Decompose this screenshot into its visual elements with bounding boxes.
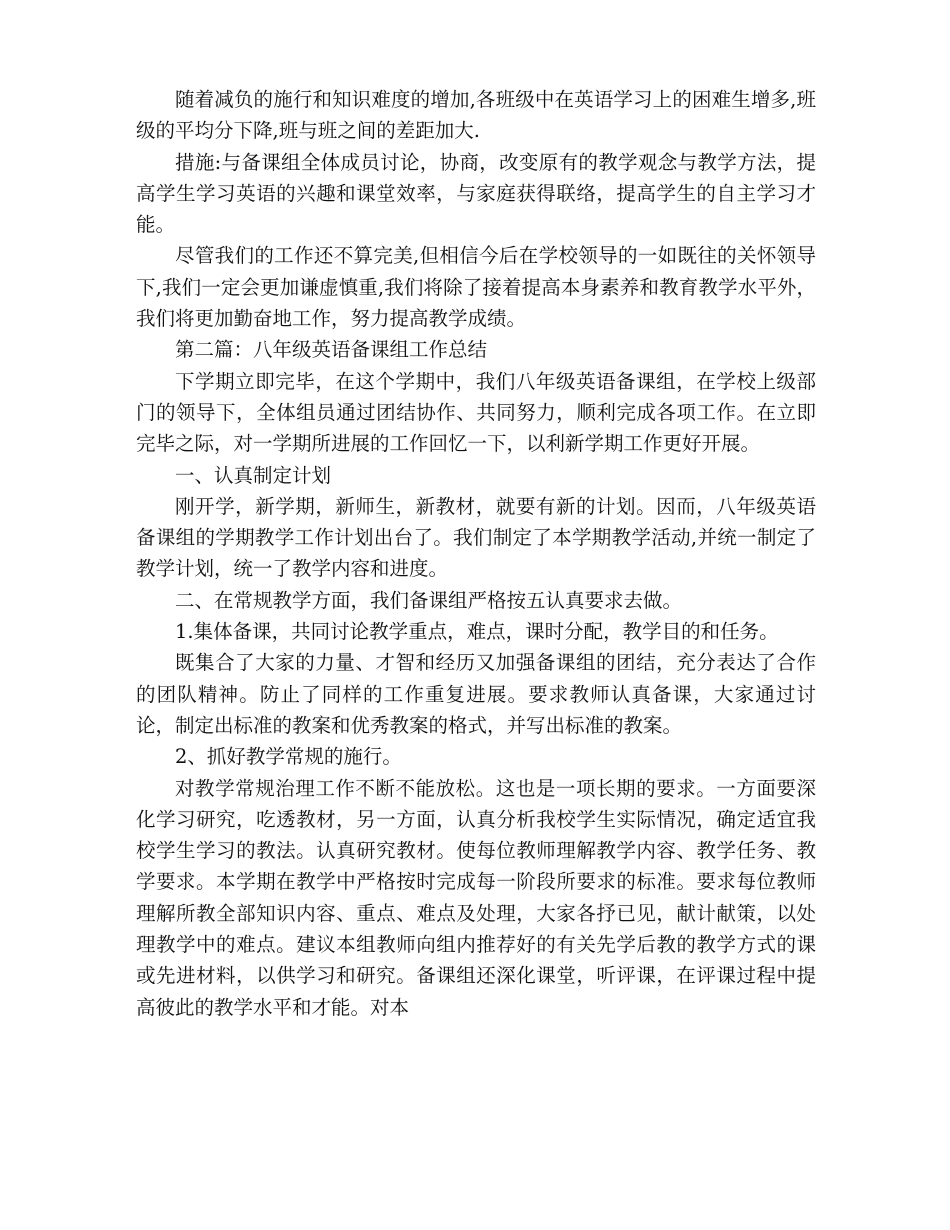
paragraph-7: 刚开学，新学期，新师生，新教材，就要有新的计划。因而，八年级英语备课组的学期教学工作计划出台了。我们制定了本学期教学活动,并统一制定了教学计划，统一了教学内容和进度。 bbox=[136, 494, 816, 581]
heading-routine-teaching: 二、在常规教学方面，我们备课组严格按五认真要求去做。 bbox=[175, 588, 683, 612]
heading-plan: 一、认真制定计划 bbox=[175, 463, 332, 487]
paragraph-2: 措施:与备课组全体成员讨论，协商，改变原有的教学观念与教学方法，提高学生学习英语的兴趣和课堂效率，与家庭获得联络，提高学生的自主学习才能。 bbox=[136, 150, 816, 237]
paragraph-10: 既集合了大家的力量、才智和经历又加强备课组的团结，充分表达了合作的团队精神。防止了同样的工作重复进展。要求教师认真备课，大家通过讨论，制定出标准的教案和优秀教案的格式，并写出标准的教案。 bbox=[136, 651, 816, 737]
paragraph-5: 下学期立即完毕，在这个学期中，我们八年级英语备课组，在学校上级部门的领导下，全体组员通过团结协作、共同努力，顺利完成各项工作。在立即完毕之际，对一学期所进展的工作回忆一下，以利新学期工作更好开展。 bbox=[136, 369, 816, 456]
section-heading-2: 第二篇：八年级英语备课组工作总结 bbox=[175, 338, 488, 362]
paragraph-1: 随着减负的施行和知识难度的增加,各班级中在英语学习上的困难生增多,班级的平均分下降,班与班之间的差距加大. bbox=[136, 88, 816, 143]
paragraph-12: 对教学常规治理工作不断不能放松。这也是一项长期的要求。一方面要深化学习研究，吃透教材，另一方面，认真分析我校学生实际情况，确定适宜我校学生学习的教法。认真研究教材。使每位教师理解教学内容、教学任务、教学要求。本学期在教学中严格按时完成每一阶段所要求的标准。要求每位教师理解所教全部知识内容、重点、难点及处理，大家各抒已见，献计献策，以处理教学中的难点。建议本组教师向组内推荐好的有关先学后教的教学方式的课或先进材料，以供学习和研究。备课组还深化课堂，听评课，在评课过程中提高彼此的教学水平和才能。对本 bbox=[136, 776, 816, 1019]
document-body bbox=[136, 84, 816, 1023]
item-teaching-routine: 2、抓好教学常规的施行。 bbox=[175, 745, 402, 769]
item-collective-prep: 1.集体备课，共同讨论教学重点，难点，课时分配，教学目的和任务。 bbox=[175, 620, 779, 644]
paragraph-3: 尽管我们的工作还不算完美,但相信今后在学校领导的一如既往的关怀领导下,我们一定会更加谦虚慎重,我们将除了接着提高本身素养和教育教学水平外，我们将更加勤奋地工作，努力提高教学成绩。 bbox=[136, 244, 816, 331]
